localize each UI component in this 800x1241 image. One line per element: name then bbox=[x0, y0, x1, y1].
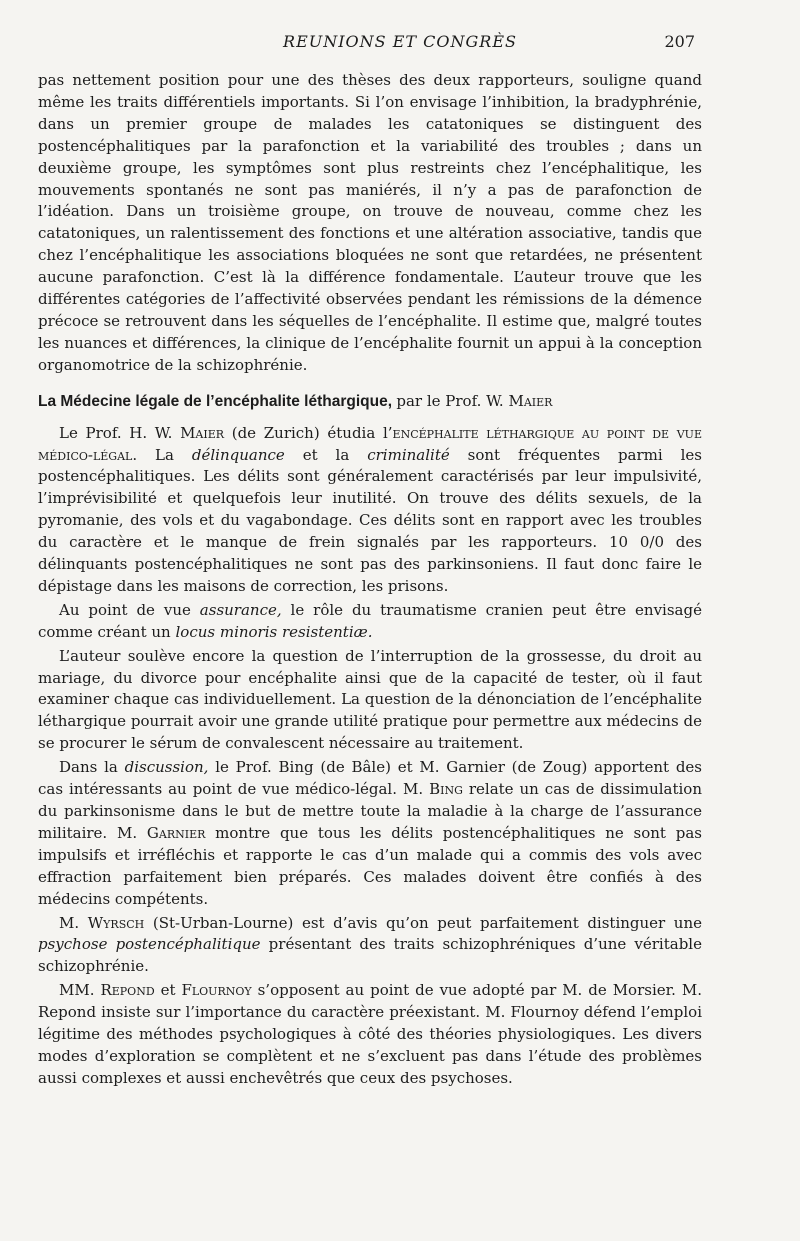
paragraph-repond-flournoy: MM. Repond et Flournoy s’opposent au point de vue adopté par M. de Morsier. M. Repond insiste sur l’importance du caractère préexistant. M. Flournoy défend l’emploi légitime des méthodes psychologiques à côté des théories physiologiques. Les divers modes d’exploration se complètent et ne s’excluent pas dans l’étude des problèmes aussi complexes et aussi enchevêtrés que ceux des psychoses. bbox=[38, 981, 702, 1087]
paragraph-continuation: pas nettement position pour une des thèses des deux rapporteurs, souligne quand même les traits différentiels importants. Si l’on envisage l’inhibition, la bradyphrénie, dans un premier groupe de malades les catatoniques se distinguent des postencéphalitiques par la parafonction et la variabilité des troubles ; dans un deuxième groupe, les symptômes sont plus restreints chez l’encéphalitique, les mouvements spontanés ne sont pas maniérés, il n’y a pas de parafonction de l’idéation. Dans un troisième groupe, on trouve de nouveau, comme chez les catatoniques, un ralentissement des fonctions et une altération associative, tandis que chez l’encéphalitique les associations bloquées ne sont que retardées, ne présentent aucune parafonction. C’est là la différence fondamentale. L’auteur trouve que les différentes catégories de l’affectivité observées pendant les rémissions de la démence précoce se retrouvent dans les séquelles de l’encéphalite. Il estime que, malgré toutes les nuances et différences, la clinique de l’encéphalite fournit un appui à la conception organomotrice de la schizophrénie. bbox=[38, 71, 702, 374]
page-number: 207 bbox=[664, 32, 695, 51]
paragraph-grossesse: L’auteur soulève encore la question de l’interruption de la grossesse, du droit au mariage, du divorce pour encéphalite ainsi que de la capacité de tester, où il faut examiner chaque cas individuellement. La question de la dénonciation de l’encéphalite léthargique pourrait avoir une grande utilité pratique pour permettre aux médecins de se procurer le sérum de convalescent nécessaire au traitement. bbox=[38, 646, 702, 753]
paragraph-discussion: Dans la discussion, le Prof. Bing (de Bâle) et M. Garnier (de Zoug) apportent des cas intéressants au point de vue médico-légal. M. Bing relate un cas de dissimulation du parkinsonisme dans le but de mettre toute la maladie à la charge de l’assurance militaire. M. Garnier montre que tous les délits postencéphalitiques ne sont pas impulsifs et irréfléchis et rapporte le cas d’un malade qui a commis des vols avec effraction parfaitement bien préparés. Ces malades doivent être confiés à des médecins compétents. bbox=[38, 758, 702, 908]
running-title: REUNIONS ET CONGRÈS bbox=[283, 32, 517, 51]
paragraph-assurance: Au point de vue assurance, le rôle du traumatisme cranien peut être envisagé comme créant un locus minoris resistentiæ. bbox=[38, 600, 702, 641]
section-title: La Médecine légale de l’encéphalite léthargique, bbox=[38, 392, 393, 410]
paragraph-maier: Le Prof. H. W. Maier (de Zurich) étudia l’encéphalite léthargique au point de vue médico-légal. La délinquance et la criminalité sont fréquentes parmi les postencéphalitiques. Les délits sont généralement caractérisés par leur impulsivité, l’imprévisibilité et quelquefois leur inutilité. On trouve des délits sexuels, de la pyromanie, des vols et du vagabondage. Ces délits sont en rapport avec les troubles du caractère et le manque de frein signalés par les rapporteurs. 10 0/0 des délinquants postencéphalitiques ne sont pas des parkinsoniens. Il faut donc faire le dépistage dans les maisons de correction, les prisons. bbox=[38, 423, 702, 595]
section-byline: par le Prof. W. Maier bbox=[396, 391, 553, 410]
page-header bbox=[0, 32, 800, 54]
article-body bbox=[38, 70, 702, 1092]
paragraph-wyrsch: M. Wyrsch (St-Urban-Lourne) est d’avis qu’on peut parfaitement distinguer une psychose postencéphalitique présentant des traits schizophréniques d’une véritable schizophrénie. bbox=[38, 913, 702, 976]
section-heading bbox=[38, 391, 702, 413]
